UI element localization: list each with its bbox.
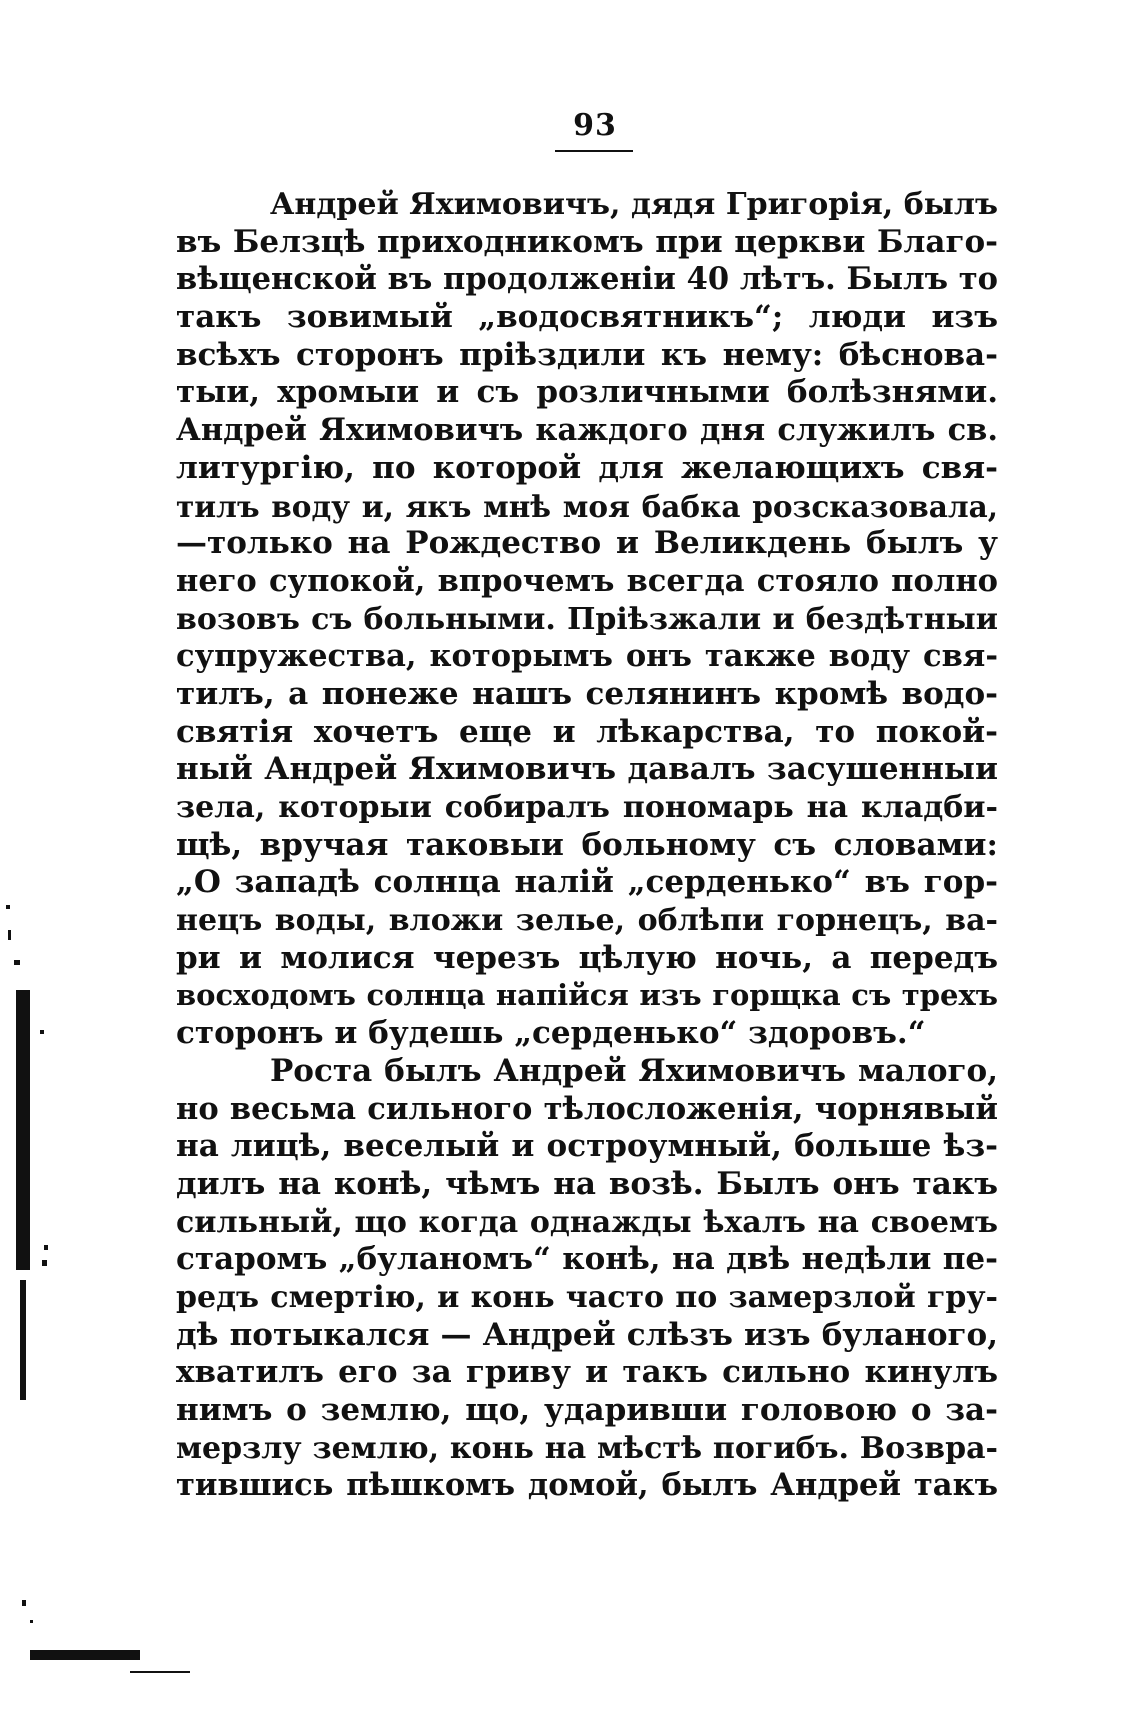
text-line: ный Андрей Яхимовичъ давалъ засушенныи <box>176 751 998 788</box>
text-line: зела, которыи собиралъ пономарь на кладби- <box>176 790 998 825</box>
scan-edge-artifacts <box>0 0 60 1732</box>
text-line: дилъ на конѣ, чѣмъ на возѣ. Былъ онъ такъ <box>176 1165 998 1202</box>
text-line: нимъ о землю, що, ударивши головою о за- <box>176 1392 998 1428</box>
text-line: сторонъ и будешь „серденько“ здоровъ.“ <box>176 1015 926 1052</box>
text-line: мерзлу землю, конь на мѣстѣ погибъ. Возвра- <box>176 1430 998 1466</box>
page-number-rule <box>555 150 633 152</box>
scan-edge-strip <box>16 990 30 1270</box>
text-line: въ Белзцѣ приходникомъ при церкви Благо- <box>176 223 998 260</box>
text-line: Роста былъ Андрей Яхимовичъ малого, <box>270 1052 998 1089</box>
text-line: вѣщенской въ продолженіи 40 лѣтъ. Былъ то <box>176 261 998 298</box>
text-line: ри и молися черезъ цѣлую ночь, а передъ <box>176 939 998 976</box>
scan-speck <box>8 930 11 940</box>
text-line: но весьма сильного тѣлосложенія, чорнявый <box>176 1090 998 1127</box>
text-line: нецъ воды, вложи зелье, облѣпи горнецъ, ва- <box>176 903 998 939</box>
scan-speck <box>14 960 20 965</box>
text-line: „О западѣ солнца налій „серденько“ въ гор- <box>176 864 998 901</box>
text-line: —только на Рождество и Великдень былъ у <box>176 525 998 562</box>
scan-edge-rule <box>130 1671 190 1673</box>
text-line: Андрей Яхимовичъ каждого дня служилъ св. <box>176 412 998 449</box>
text-line: святія хочетъ еще и лѣкарства, то покой- <box>176 713 998 750</box>
scan-speck <box>44 1245 48 1250</box>
scan-speck <box>42 1260 47 1266</box>
text-line: старомъ „буланомъ“ конѣ, на двѣ недѣли пе- <box>176 1241 998 1278</box>
text-line: редъ смертію, и конь часто по замерзлой гру- <box>176 1279 998 1315</box>
text-line: супружества, которымъ онъ также воду свя- <box>176 638 998 675</box>
text-line: возовъ съ больными. Пріѣзжали и бездѣтныи <box>176 601 998 637</box>
text-line: дѣ потыкался — Андрей слѣзъ изъ буланого, <box>176 1316 998 1353</box>
text-line: тыи, хромыи и съ розличными болѣзнями. <box>176 374 998 411</box>
scan-edge-corner <box>30 1650 140 1660</box>
scan-edge-strip <box>20 1280 26 1400</box>
text-line: на лицѣ, веселый и остроумный, больше ѣз- <box>176 1128 998 1165</box>
scan-speck <box>30 1620 33 1623</box>
text-line: тилъ воду и, якъ мнѣ моя бабка розсказовала, <box>176 488 998 524</box>
body-text <box>176 186 998 1505</box>
text-line: тилъ, а понеже нашъ селянинъ кромѣ водо- <box>176 675 998 712</box>
scan-speck <box>40 1030 44 1034</box>
text-line: всѣхъ сторонъ пріѣздили къ нему: бѣснова- <box>176 336 998 373</box>
page-number: 93 <box>573 108 617 143</box>
text-line: сильный, що когда однажды ѣхалъ на своемъ <box>176 1204 998 1240</box>
text-line: него супокой, впрочемъ всегда стояло полно <box>176 562 998 599</box>
text-line: восходомъ солнца напійся изъ горщка съ трехъ <box>176 978 998 1013</box>
text-line: Андрей Яхимовичъ, дядя Григорія, былъ <box>270 187 998 222</box>
text-line: такъ зовимый „водосвятникъ“; люди изъ <box>176 299 998 336</box>
text-line: литургію, по которой для желающихъ свя- <box>176 449 998 486</box>
text-line: хватилъ его за гриву и такъ сильно кинулъ <box>176 1354 998 1391</box>
scan-speck <box>6 905 10 909</box>
scan-speck <box>22 1600 26 1606</box>
text-line: щѣ, вручая таковыи больному съ словами: <box>176 826 998 863</box>
text-line: тившись пѣшкомъ домой, былъ Андрей такъ <box>176 1467 998 1504</box>
